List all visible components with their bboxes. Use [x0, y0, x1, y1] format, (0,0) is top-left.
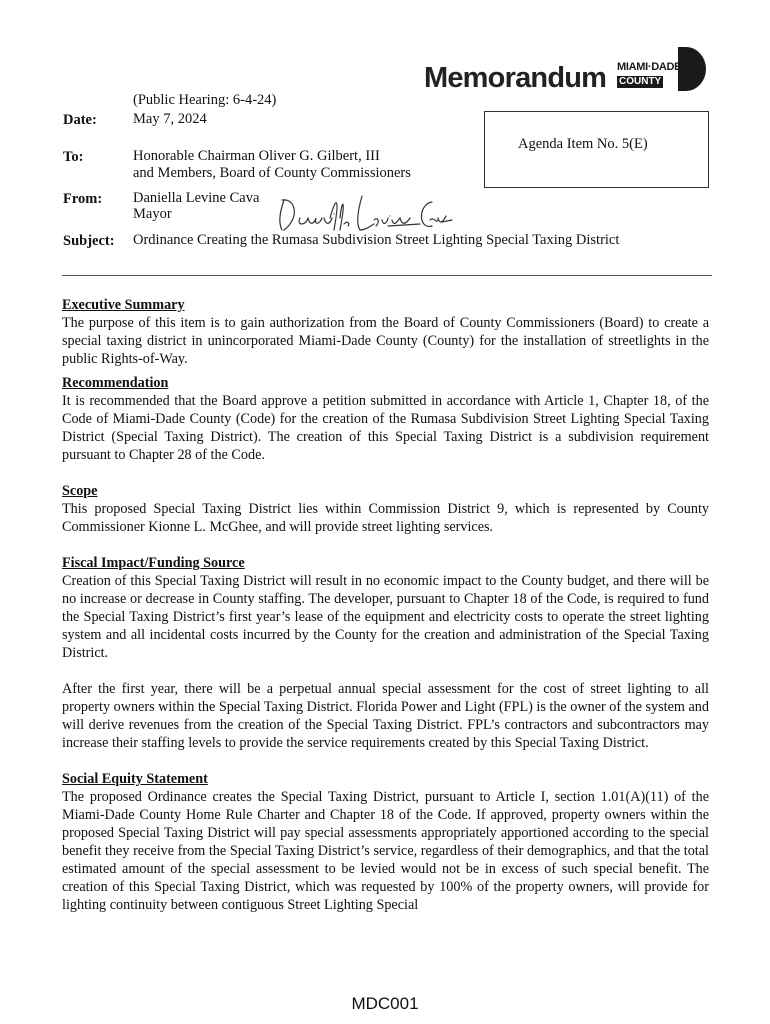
- page-footer-code: MDC001: [351, 994, 419, 1013]
- subject-label: Subject:: [63, 233, 115, 249]
- fiscal-impact-text-1: Creation of this Special Taxing District will result in no economic impact to the County budget, and there will be no increase or decrease in County staffing. The developer, pursuant to Chapter 18 of the Code, is required to fund the Special Taxing District’s first year’s lease of the equipment and electricity costs to operate the street lighting system and all incidental costs incurred by the County for the creation and administration of the Special Taxing District.: [62, 573, 709, 661]
- logo-miami-dade-text: MIAMI·DADE: [617, 61, 682, 73]
- executive-summary-text: The purpose of this item is to gain authorization from the Board of County Commissioners (Board) to create a special taxing district in unincorporated Miami-Dade County (County) for the installation of streetlights in the public Rights-of-Way.: [62, 315, 709, 367]
- header-divider: [62, 275, 712, 276]
- agenda-item-number: Agenda Item No. 5(E): [518, 136, 648, 152]
- to-line-2: and Members, Board of County Commissioners: [133, 165, 411, 181]
- memo-body: [62, 296, 709, 914]
- from-label: From:: [63, 191, 103, 207]
- recommendation-heading: Recommendation: [62, 375, 169, 391]
- from-line-1: Daniella Levine Cava: [133, 190, 260, 206]
- to-line-1: Honorable Chairman Oliver G. Gilbert, III: [133, 148, 380, 164]
- fiscal-impact-text-2: After the first year, there will be a perpetual annual special assessment for the cost of street lighting to all property owners within the Special Taxing District. Florida Power and Light (FPL) is the owner of the system and will derive revenues from the creation of the Special Taxing District. FPL’s contractors and subcontractors may increase their staffing levels to provide the service requirements created by this Special Taxing District.: [62, 681, 709, 751]
- executive-summary-heading: Executive Summary: [62, 297, 185, 313]
- date-label: Date:: [63, 112, 97, 128]
- memorandum-title: Memorandum: [424, 62, 607, 94]
- scope-text: This proposed Special Taxing District lies within Commission District 9, which is represented by County Commissioner Kionne L. McGhee, and will provide street lighting services.: [62, 501, 709, 535]
- to-label: To:: [63, 149, 84, 165]
- from-line-2: Mayor: [133, 206, 172, 222]
- subject-value: Ordinance Creating the Rumasa Subdivision Street Lighting Special Taxing District: [133, 232, 620, 248]
- date-value: May 7, 2024: [133, 111, 207, 127]
- social-equity-heading: Social Equity Statement: [62, 771, 208, 787]
- recommendation-text: It is recommended that the Board approve a petition submitted in accordance with Article 1, Chapter 18, of the Code of Miami-Dade County (Code) for the creation of the Rumasa Subdivision Street Lighting Special Taxing District (Special Taxing District). The creation of this Special Taxing District is a subdivision requirement pursuant to Chapter 28 of the Code.: [62, 393, 709, 463]
- scope-heading: Scope: [62, 483, 98, 499]
- social-equity-text: The proposed Ordinance creates the Special Taxing District, pursuant to Article I, section 1.01(A)(11) of the Miami-Dade County Home Rule Charter and Chapter 18 of the Code. If approved, property owners within the proposed Special Taxing District will pay special assessments appropriately apportioned according to the special benefit they receive from the Special Taxing District’s service, regardless of their demographics, and that the total estimated amount of the special assessment to be levied would not be in excess of such special benefit. The creation of this Special Taxing District, which was requested by 100% of the property owners, will provide for lighting continuity between contiguous Street Lighting Special: [62, 789, 709, 913]
- fiscal-impact-heading: Fiscal Impact/Funding Source: [62, 555, 245, 571]
- logo-county-text: COUNTY: [619, 76, 662, 87]
- mayor-signature: [270, 190, 455, 236]
- public-hearing-note: (Public Hearing: 6-4-24): [133, 92, 277, 108]
